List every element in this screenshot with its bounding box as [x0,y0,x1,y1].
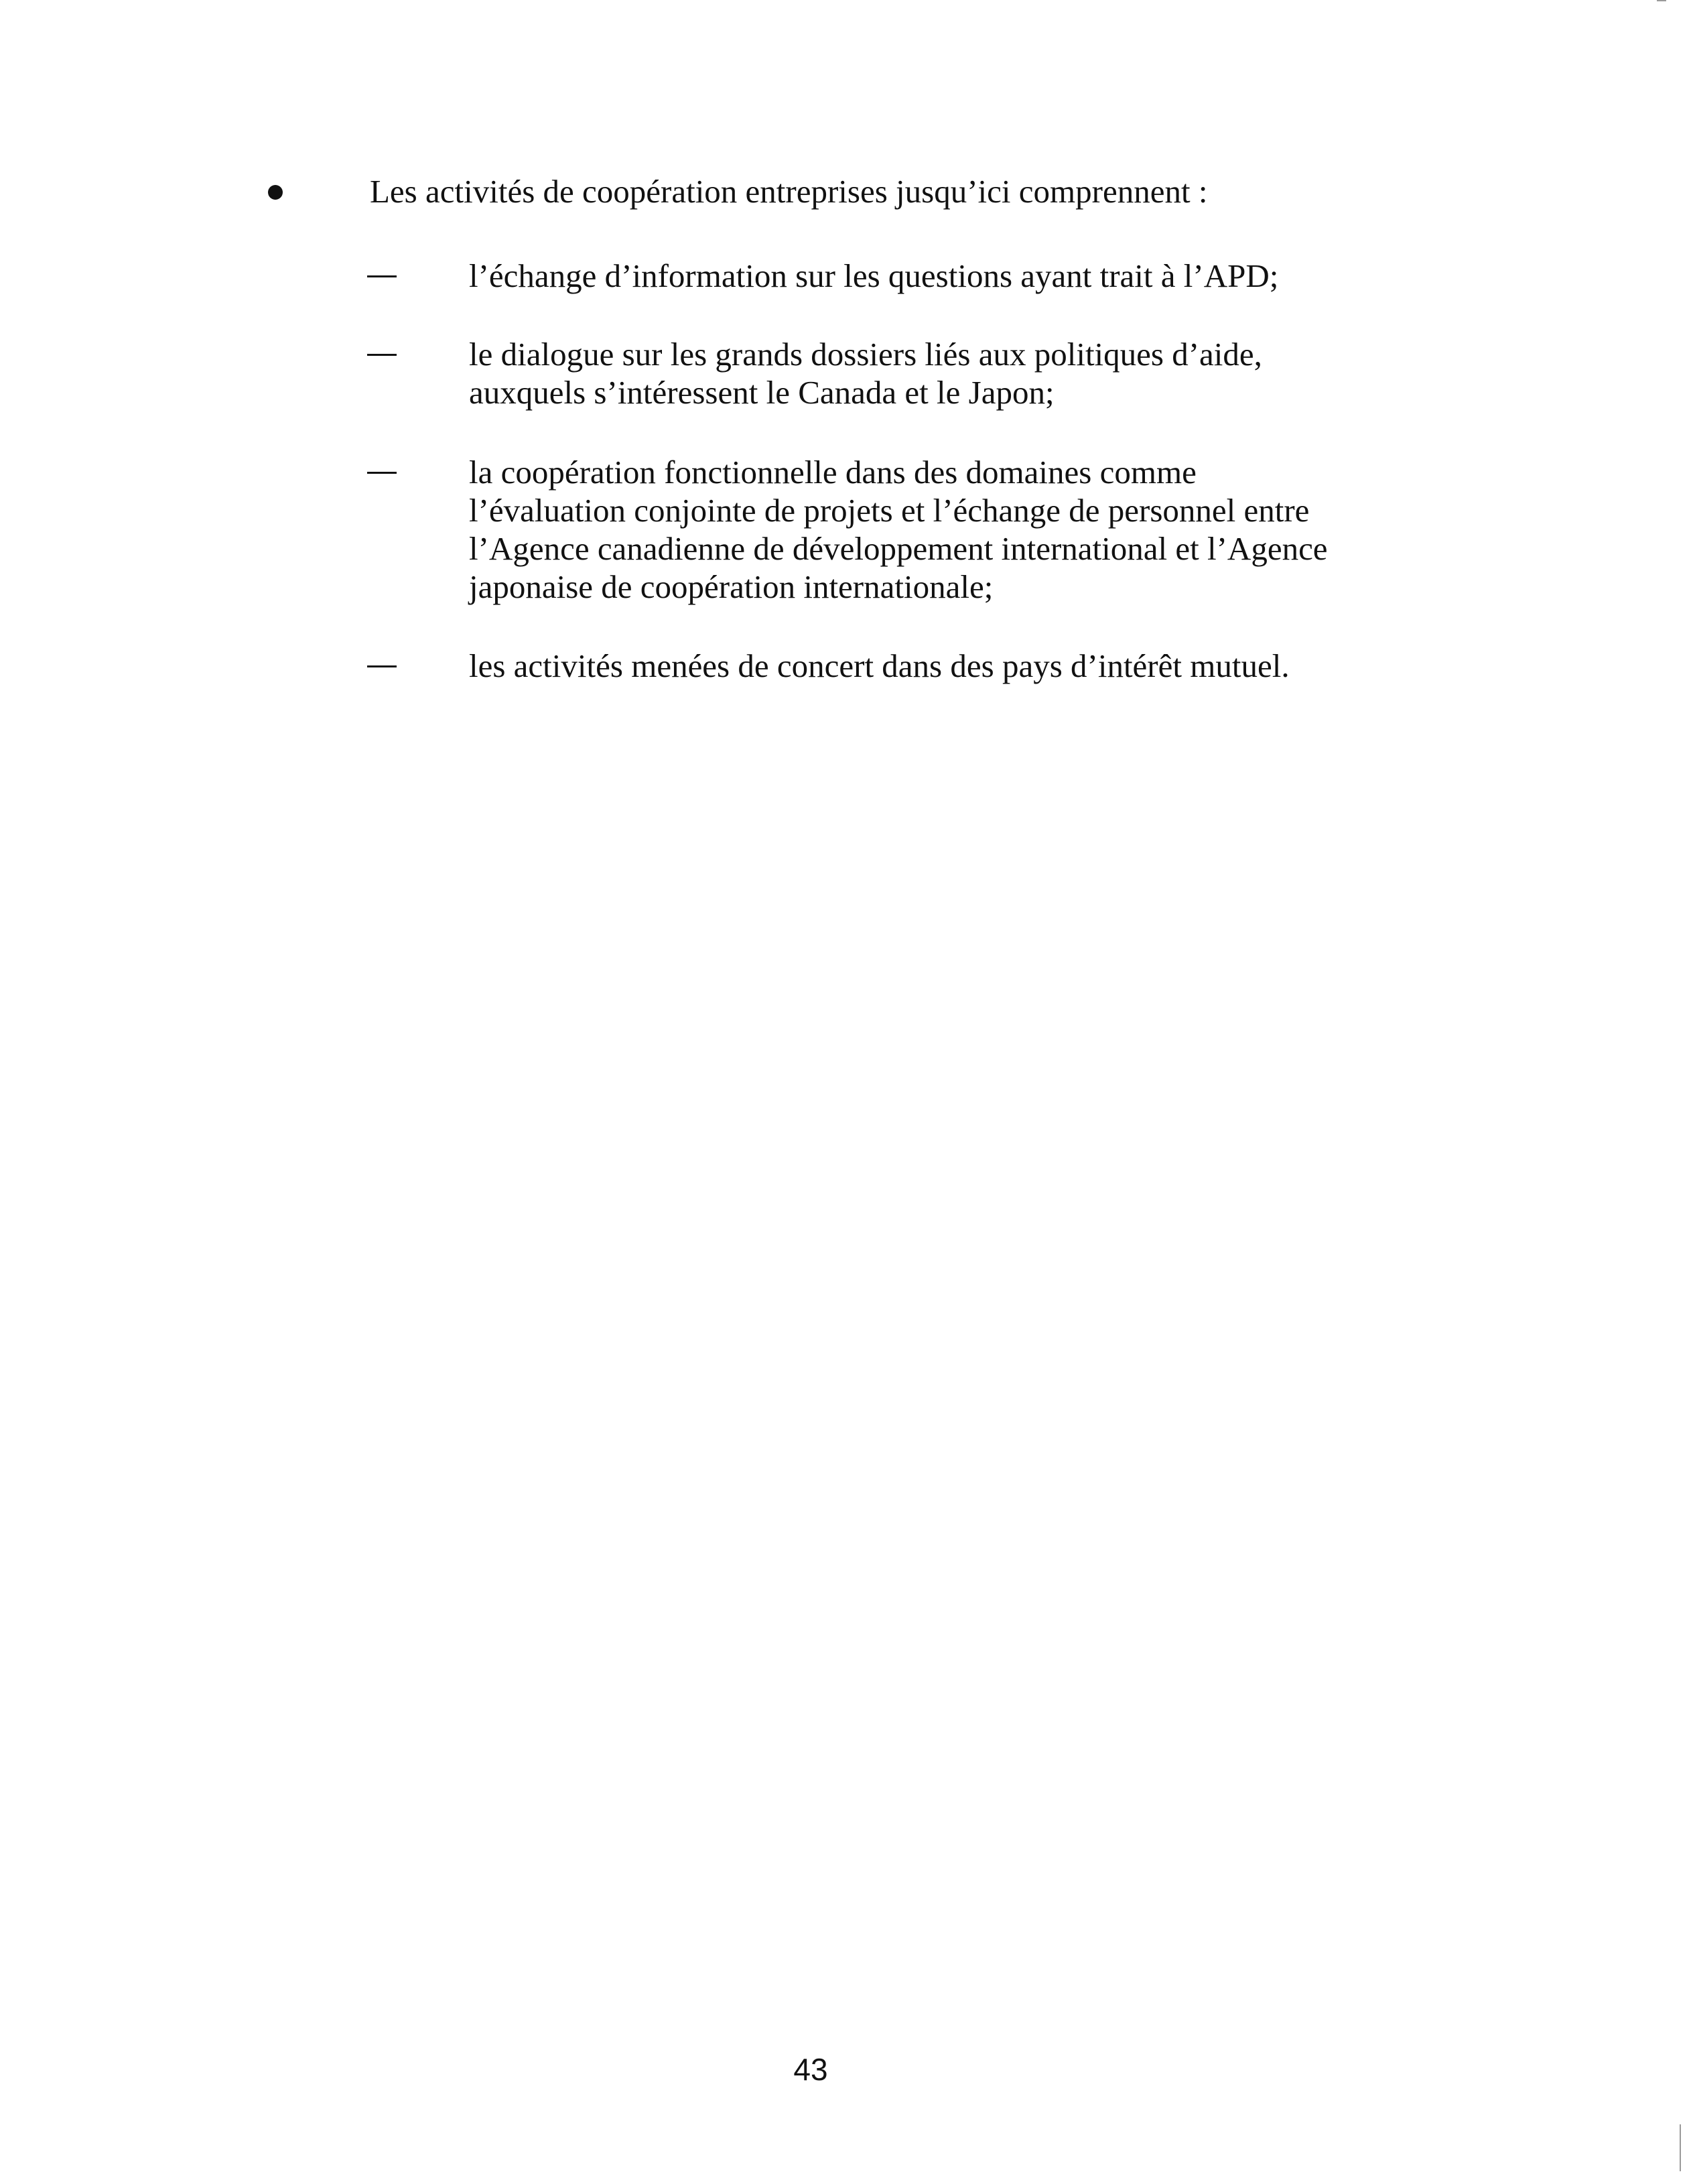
text-line: le dialogue sur les grands dossiers liés aux politiques d’aide, [469,336,1262,373]
list-item-text [469,647,1290,685]
bullet-intro-text: Les activités de coopération entreprises jusqu’ici comprennent : [370,173,1208,210]
scan-mark [1657,0,1666,1]
text-line: japonaise de coopération internationale; [469,568,994,605]
text-line: auxquels s’intéressent le Canada et le Japon; [469,374,1055,411]
text-line: la coopération fonctionnelle dans des domaines comme [469,454,1197,491]
text-line: l’échange d’information sur les questions ayant trait à l’APD; [469,257,1279,294]
text-line: les activités menées de concert dans des pays d’intérêt mutuel. [469,647,1290,684]
text-line: l’Agence canadienne de développement international et l’Agence [469,530,1328,567]
bullet-dot-icon [268,185,283,200]
dash-icon [367,665,397,667]
dash-icon [367,275,397,277]
dash-icon [367,472,397,474]
scan-mark [1680,2124,1681,2171]
list-item-text [469,453,1328,606]
list-item-text [469,335,1262,411]
page-number: 43 [793,2052,828,2087]
list-item-text [469,257,1278,295]
text-line: l’évaluation conjointe de projets et l’échange de personnel entre [469,492,1310,529]
dash-icon [367,354,397,356]
